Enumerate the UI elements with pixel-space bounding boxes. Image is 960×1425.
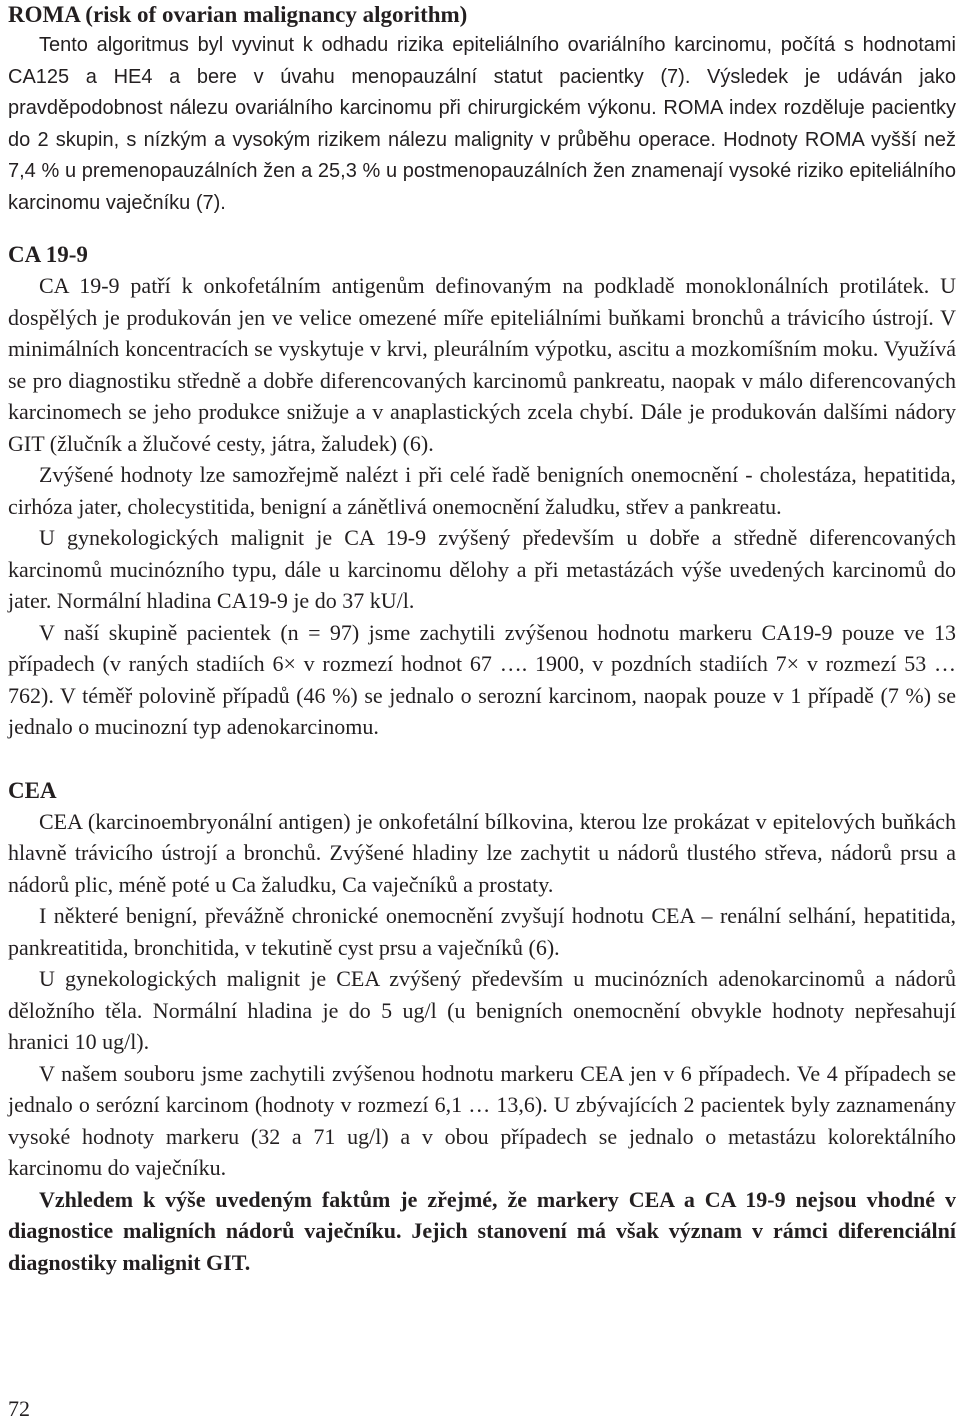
ca199-paragraph-4: V naší skupině pacientek (n = 97) jsme zachytili zvýšenou hodnotu markeru CA19-9 pouze ve 13 případech (v raných stadiích 6× v rozmezí hodnot 67 …. 1900, v pozdních stadiích 7× v rozmezí 53 … 762). V téměř polovině případů (46 %) se jednalo o serozní karcinom, naopak pouze v 1 případě (7 %) se jednalo o mucinozní typ adenokarcinomu.	[8, 619, 956, 739]
ca199-paragraph-1: CA 19-9 patří k onkofetálním antigenům definovaným na podkladě monoklonálních protilátek. U dospělých je produkován jen ve velice omezené míře epiteliálními buňkami bronchů a trávicího ústrojí. V minimálních koncentracích se vyskytuje v krvi, pleurálním výpotku, ascitu a mozkomíšním moku. Využívá se pro diagnostiku středně a dobře diferencovaných karcinomů pankreatu, naopak v málo diferencovaných karcinomech se jeho produkce snižuje a v anaplastických zcela chybí. Dále je produkován dalšími nádory GIT (žlučník a žlučové cesty, játra, žaludek) (6).	[8, 273, 956, 456]
roma-paragraph: Tento algoritmus byl vyvinut k odhadu rizika epiteliálního ovariálního karcinomu, počítá s hodnotami CA125 a HE4 a bere v úvahu menopauzální statut pacientky (7). Výsledek je udáván jako pravděpodobnost nálezu ovariálního karcinomu při chirurgickém výkonu. ROMA index rozděluje pacientky do 2 skupin, s nízkým a vysokým rizikem nálezu malignity v průběhu operace. Hodnoty ROMA vyšší než 7,4 % u premenopauzálních žen a 25,3 % u postmenopauzálních žen znamenají vysoké riziko epiteliálního karcinomu vaječníku (7).	[8, 34, 956, 214]
ca199-heading: CA 19-9	[8, 242, 88, 267]
roma-section	[8, 0, 956, 219]
page-content	[8, 0, 956, 1278]
roma-heading: ROMA (risk of ovarian malignancy algorithm)	[8, 2, 468, 27]
cea-section	[8, 776, 956, 1279]
ca199-paragraph-3: U gynekologických malignit je CA 19-9 zvýšený především u dobře a středně diferencovaných karcinomů mucinózního typu, dále u karcinomu dělohy a při metastázách výše uvedených karcinomů do jater. Normální hladina CA19-9 je do 37 kU/l.	[8, 525, 956, 613]
cea-paragraph-1: CEA (karcinoembryonální antigen) je onkofetální bílkovina, kterou lze prokázat v epitelových buňkách hlavně trávicího ústrojí a bronchů. Zvýšené hladiny lze zachytit u nádorů tlustého střeva, nádorů prsu a nádorů plic, méně poté u Ca žaludku, Ca vaječníků a prostaty.	[8, 808, 956, 897]
page-number: 72	[8, 1396, 30, 1421]
cea-heading: CEA	[8, 777, 57, 803]
cea-conclusion: Vzhledem k výše uvedeným faktům je zřejmé, že markery CEA a CA 19-9 nejsou vhodné v diagnostice maligních nádorů vaječníku. Jejich stanovení má však význam v rámci diferenciální diagnostiky malignit GIT.	[8, 1186, 956, 1275]
cea-paragraph-3: U gynekologických malignit je CEA zvýšený především u mucinózních adenokarcinomů a nádorů děložního těla. Normální hladina je do 5 ug/l (u benigních onemocnění obvykle hodnoty nepřesahují hranici 10 ug/l).	[8, 966, 956, 1054]
ca199-paragraph-2: Zvýšené hodnoty lze samozřejmě nalézt i při celé řadě benigních onemocnění - cholestáza, hepatitida, cirhóza jater, cholecystitida, benigní a zánětlivá onemocnění žaludku, střev a pankreatu.	[8, 462, 956, 519]
cea-paragraph-2: I některé benigní, převážně chronické onemocnění zvyšují hodnotu CEA – renální selhání, hepatitida, pankreatitida, bronchitida, v tekutině cyst prsu a vaječníků (6).	[8, 903, 956, 960]
cea-paragraph-4: V našem souboru jsme zachytili zvýšenou hodnotu markeru CEA jen v 6 případech. Ve 4 případech se jednalo o serózní karcinom (hodnoty v rozmezí 6,1 … 13,6). U zbývajících 2 pacientek byly zaznamenány vysoké hodnoty markeru (32 a 71 ug/l) a v obou případech se jednalo o metastázu kolorektálního karcinomu do vaječníku.	[8, 1060, 956, 1180]
ca199-section	[8, 240, 956, 743]
